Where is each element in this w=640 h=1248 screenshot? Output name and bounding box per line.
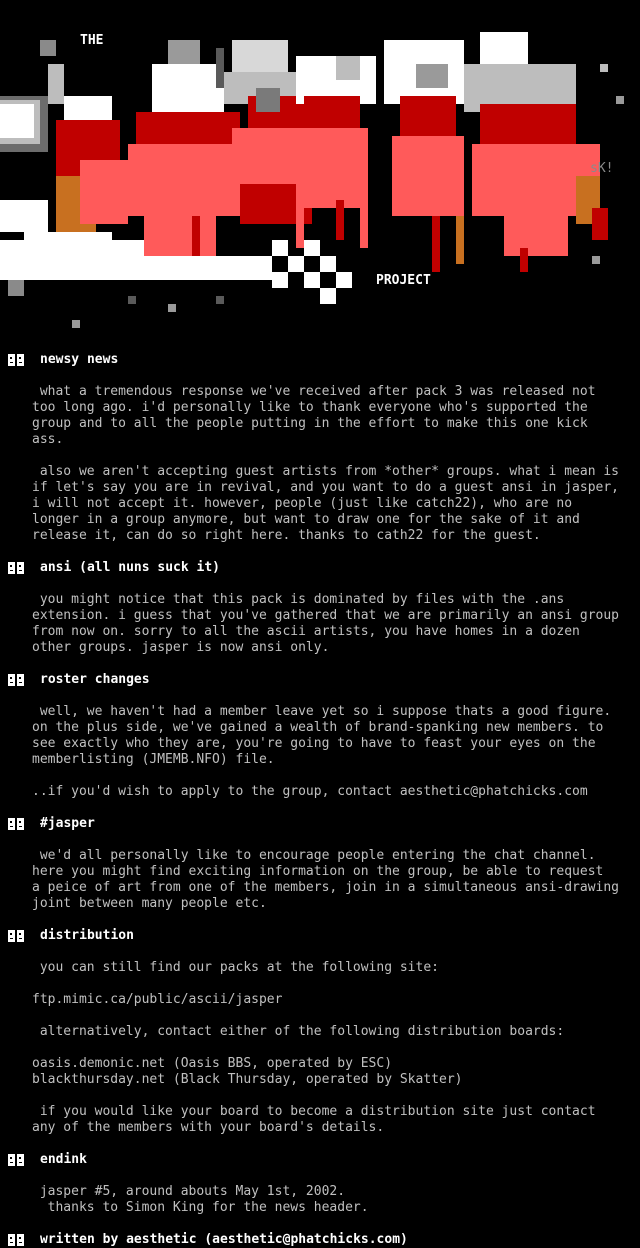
logo-artwork [0, 32, 624, 328]
section-body: you might notice that this pack is dominated by files with the .ans extension. i guess that you've gathered that we are primarily an ansi group from now on. sorry to all the ascii artists, you have homes in a dozen other groups. jasper is now ansi only. [32, 592, 619, 655]
section-body: alternatively, contact either of the following distribution boards: [32, 1024, 565, 1039]
jasper-logo-banner [0, 0, 640, 340]
section-body: we'd all personally like to encourage people entering the chat channel. here you might find exciting information on the group, be able to request a peice of art from one of the members, join in a simultaneous ansi-drawing joint between many people etc. [32, 848, 619, 911]
smiley-icon [8, 1234, 24, 1246]
section-title: endink [40, 1152, 87, 1167]
section-header-endink [8, 1152, 608, 1168]
smiley-icon [8, 354, 24, 366]
author-credit: written by aesthetic (aesthetic@phatchicks.com) [40, 1232, 408, 1247]
smiley-icon [8, 1154, 24, 1166]
banner-project: PROJECT [376, 273, 431, 288]
ftp-address: ftp.mimic.ca/public/ascii/jasper [32, 992, 283, 1007]
section-title: distribution [40, 928, 134, 943]
section-body: well, we haven't had a member leave yet so i suppose thats a good figure. on the plus side, we've gained a wealth of brand-spanking new members. to see exactly who they are, you're going to have to feast your eyes on the memberlisting (JMEMB.NFO) file. [32, 704, 612, 767]
section-body: you can still find our packs at the following site: [32, 960, 439, 975]
section-header-roster-changes [8, 672, 608, 688]
smiley-icon [8, 674, 24, 686]
distribution-boards: oasis.demonic.net (Oasis BBS, operated by ESC) blackthursday.net (Black Thursday, operated by Skatter) [32, 1056, 463, 1087]
section-title: newsy news [40, 352, 119, 367]
banner-the: THE [80, 33, 104, 48]
smiley-icon [8, 818, 24, 830]
section-body: if you would like your board to become a distribution site just contact any of the members with your board's details. [32, 1104, 596, 1135]
section-title: roster changes [40, 672, 150, 687]
section-title: #jasper [40, 816, 95, 831]
section-body: what a tremendous response we've received after pack 3 was released not too long ago. i'd personally like to thank everyone who's supported the group and to all the people putting in the effort to make this one kick ass. [32, 384, 596, 447]
section-header-jasper-channel [8, 816, 608, 832]
smiley-icon [8, 562, 24, 574]
section-header-written-by [8, 1232, 608, 1248]
section-title: ansi (all nuns suck it) [40, 560, 221, 575]
section-header-newsy-news [8, 352, 608, 368]
section-body: ..if you'd wish to apply to the group, contact aesthetic@phatchicks.com [32, 784, 588, 799]
section-body: also we aren't accepting guest artists from *other* groups. what i mean is if let's say you are in revival, and you want to do a guest ansi in jasper, i will not accept it. however, people (just like catch22), who are no longer in a group anymore, but want to draw one for the sake of it and release it, can do so right here. thanks to cath22 for the guest. [32, 464, 619, 543]
smiley-icon [8, 930, 24, 942]
section-header-ansi [8, 560, 608, 576]
section-body: jasper #5, around abouts May 1st, 2002. thanks to Simon King for the news header. [39, 1184, 369, 1215]
artist-signature: sK! [590, 161, 614, 176]
section-header-distribution [8, 928, 608, 944]
